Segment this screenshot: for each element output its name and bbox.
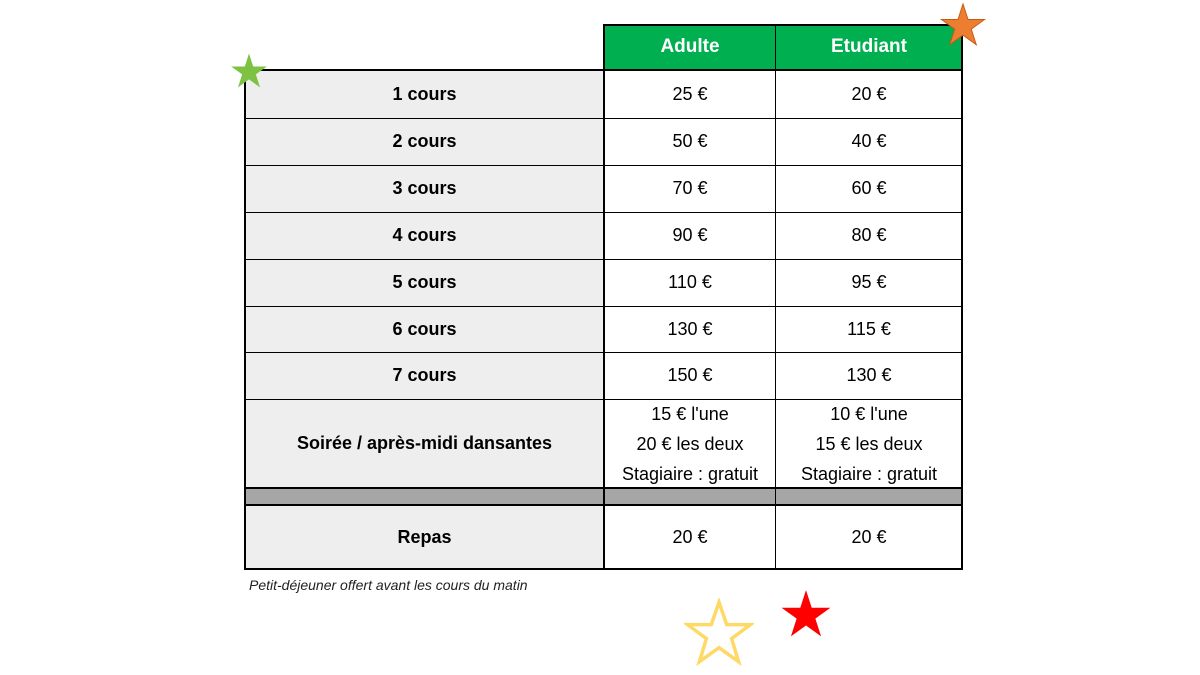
cell-adulte-5-cours: 110 € xyxy=(604,259,776,306)
row-label-7-cours: 7 cours xyxy=(245,352,604,399)
soiree-etudiant-line-3: Stagiaire : gratuit xyxy=(800,463,938,484)
soiree-adulte-line-1: 15 € l'une xyxy=(651,403,729,424)
row-label-repas: Repas xyxy=(245,505,604,569)
footnote: Petit-déjeuner offert avant les cours du matin xyxy=(249,577,528,593)
cell-etudiant-soiree xyxy=(776,399,962,488)
grid-line xyxy=(244,69,963,71)
star-red-icon xyxy=(780,588,832,640)
header-adulte: Adulte xyxy=(604,24,776,70)
grid-line xyxy=(244,568,963,570)
header-etudiant: Etudiant xyxy=(776,24,962,70)
grid-line xyxy=(244,504,963,506)
grid-line xyxy=(244,487,963,489)
cell-etudiant-2-cours: 40 € xyxy=(776,118,962,165)
row-label-4-cours: 4 cours xyxy=(245,212,604,259)
soiree-adulte-line-3: Stagiaire : gratuit xyxy=(621,463,759,484)
star-orange-icon xyxy=(940,2,986,48)
cell-adulte-4-cours: 90 € xyxy=(604,212,776,259)
cell-adulte-3-cours: 70 € xyxy=(604,165,776,212)
soiree-etudiant-line-1: 10 € l'une xyxy=(830,403,908,424)
cell-adulte-1-cours: 25 € xyxy=(604,71,776,118)
grid-line xyxy=(244,259,963,260)
cell-etudiant-6-cours: 115 € xyxy=(776,306,962,352)
row-label-soiree: Soirée / après-midi dansantes xyxy=(245,399,604,488)
grid-line xyxy=(244,165,963,166)
cell-etudiant-4-cours: 80 € xyxy=(776,212,962,259)
cell-etudiant-1-cours: 20 € xyxy=(776,71,962,118)
row-label-1-cours: 1 cours xyxy=(245,71,604,118)
cell-etudiant-5-cours: 95 € xyxy=(776,259,962,306)
grid-line xyxy=(244,306,963,307)
cell-etudiant-7-cours: 130 € xyxy=(776,352,962,399)
cell-adulte-7-cours: 150 € xyxy=(604,352,776,399)
cell-adulte-6-cours: 130 € xyxy=(604,306,776,352)
star-yellow-outline-icon xyxy=(684,598,754,668)
row-label-2-cours: 2 cours xyxy=(245,118,604,165)
cell-etudiant-repas: 20 € xyxy=(776,505,962,569)
grid-line xyxy=(244,118,963,119)
cell-adulte-2-cours: 50 € xyxy=(604,118,776,165)
row-label-5-cours: 5 cours xyxy=(245,259,604,306)
grid-line xyxy=(244,352,963,353)
row-label-6-cours: 6 cours xyxy=(245,306,604,352)
grid-line xyxy=(244,212,963,213)
row-label-3-cours: 3 cours xyxy=(245,165,604,212)
soiree-etudiant-line-2: 15 € les deux xyxy=(815,433,923,454)
cell-adulte-repas: 20 € xyxy=(604,505,776,569)
grid-line xyxy=(244,399,963,400)
cell-etudiant-3-cours: 60 € xyxy=(776,165,962,212)
soiree-adulte-line-2: 20 € les deux xyxy=(636,433,744,454)
cell-adulte-soiree xyxy=(604,399,776,488)
grid-line xyxy=(244,70,246,570)
grid-line xyxy=(603,24,963,26)
star-green-icon xyxy=(230,52,268,90)
